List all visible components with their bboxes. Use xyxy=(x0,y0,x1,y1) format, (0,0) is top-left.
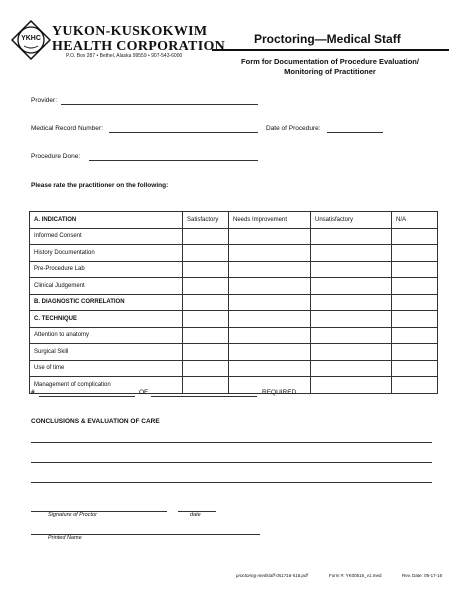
signature-date-label: date xyxy=(190,512,201,518)
satisfactory-cell[interactable] xyxy=(183,377,229,394)
header-unsatisfactory: Unsatisfactory xyxy=(311,212,392,229)
unsatisfactory-cell[interactable] xyxy=(311,377,392,394)
na-cell[interactable] xyxy=(392,261,438,278)
table-header-row xyxy=(30,212,438,229)
needs-improvement-cell[interactable] xyxy=(229,228,311,245)
procedure-done-field[interactable] xyxy=(89,160,258,161)
criterion-label: Management of complication xyxy=(30,377,183,394)
rate-prompt: Please rate the practitioner on the following: xyxy=(31,182,169,189)
na-cell[interactable] xyxy=(392,344,438,361)
needs-improvement-cell[interactable] xyxy=(229,360,311,377)
unsatisfactory-cell[interactable] xyxy=(311,344,392,361)
title-divider xyxy=(212,49,449,51)
na-cell[interactable] xyxy=(392,311,438,328)
satisfactory-cell[interactable] xyxy=(183,311,229,328)
printed-name-label: Printed Name xyxy=(48,535,82,541)
form-subtitle xyxy=(230,57,430,77)
count-hash: # xyxy=(31,389,35,396)
logo-text: YKHC xyxy=(21,35,41,42)
criterion-label: History Documentation xyxy=(30,245,183,262)
satisfactory-cell[interactable] xyxy=(183,294,229,311)
table-row xyxy=(30,294,438,311)
table-row xyxy=(30,360,438,377)
needs-improvement-cell[interactable] xyxy=(229,278,311,295)
satisfactory-cell[interactable] xyxy=(183,278,229,295)
subtitle-line1: Form for Documentation of Procedure Evaluation/ xyxy=(241,57,419,66)
form-title: Proctoring—Medical Staff xyxy=(254,32,401,46)
table-row xyxy=(30,311,438,328)
criterion-label: Surgical Skill xyxy=(30,344,183,361)
rating-table xyxy=(29,211,438,394)
table-row xyxy=(30,377,438,394)
ykhc-logo xyxy=(11,20,51,60)
header-satisfactory: Satisfactory xyxy=(183,212,229,229)
na-cell[interactable] xyxy=(392,228,438,245)
needs-improvement-cell[interactable] xyxy=(229,245,311,262)
table-row xyxy=(30,344,438,361)
section-heading: C. TECHNIQUE xyxy=(30,311,183,328)
conclusions-line-3[interactable] xyxy=(31,482,432,483)
mrn-label: Medical Record Number: xyxy=(31,125,103,132)
unsatisfactory-cell[interactable] xyxy=(311,278,392,295)
table-row xyxy=(30,228,438,245)
procedure-done-label: Procedure Done: xyxy=(31,153,81,160)
criterion-label: Pre-Procedure Lab xyxy=(30,261,183,278)
unsatisfactory-cell[interactable] xyxy=(311,261,392,278)
unsatisfactory-cell[interactable] xyxy=(311,327,392,344)
na-cell[interactable] xyxy=(392,245,438,262)
criterion-label: Informed Consent xyxy=(30,228,183,245)
satisfactory-cell[interactable] xyxy=(183,228,229,245)
na-cell[interactable] xyxy=(392,360,438,377)
needs-improvement-cell[interactable] xyxy=(229,311,311,328)
unsatisfactory-cell[interactable] xyxy=(311,294,392,311)
na-cell[interactable] xyxy=(392,377,438,394)
table-row xyxy=(30,261,438,278)
needs-improvement-cell[interactable] xyxy=(229,327,311,344)
mrn-field[interactable] xyxy=(109,132,258,133)
count-required: REQUIRED xyxy=(262,389,297,396)
header-needs-improvement: Needs Improvement xyxy=(229,212,311,229)
conclusions-line-2[interactable] xyxy=(31,462,432,463)
table-row xyxy=(30,327,438,344)
na-cell[interactable] xyxy=(392,278,438,295)
criterion-label: Use of time xyxy=(30,360,183,377)
needs-improvement-cell[interactable] xyxy=(229,344,311,361)
unsatisfactory-cell[interactable] xyxy=(311,311,392,328)
table-row xyxy=(30,245,438,262)
unsatisfactory-cell[interactable] xyxy=(311,228,392,245)
total-field[interactable] xyxy=(151,396,257,397)
needs-improvement-cell[interactable] xyxy=(229,261,311,278)
table-row xyxy=(30,278,438,295)
satisfactory-cell[interactable] xyxy=(183,344,229,361)
proctor-signature-label: Signature of Proctor xyxy=(48,512,97,518)
unsatisfactory-cell[interactable] xyxy=(311,360,392,377)
needs-improvement-cell[interactable] xyxy=(229,294,311,311)
unsatisfactory-cell[interactable] xyxy=(311,245,392,262)
criterion-label: Clinical Judgement xyxy=(30,278,183,295)
subtitle-line2: Monitoring of Practitioner xyxy=(284,67,376,76)
footer-filename: proctoring-medstaff-051716-516.pdf xyxy=(236,573,308,578)
criterion-label: Attention to anatomy xyxy=(30,327,183,344)
org-name-line1: YUKON-KUSKOKWIM xyxy=(52,24,208,39)
satisfactory-cell[interactable] xyxy=(183,261,229,278)
satisfactory-cell[interactable] xyxy=(183,245,229,262)
footer-rev-date: Rev. Date: 05-17-16 xyxy=(402,573,443,578)
count-of: OF xyxy=(139,389,149,396)
na-cell[interactable] xyxy=(392,327,438,344)
section-heading: B. DIAGNOSTIC CORRELATION xyxy=(30,294,183,311)
procedure-date-field[interactable] xyxy=(327,132,383,133)
na-cell[interactable] xyxy=(392,294,438,311)
satisfactory-cell[interactable] xyxy=(183,327,229,344)
org-address: P.O. Box 287 • Bethel, Alaska 99559 • 907-543-6000 xyxy=(66,53,183,59)
provider-label: Provider: xyxy=(31,97,58,104)
provider-field[interactable] xyxy=(61,104,258,105)
header-na: N/A xyxy=(392,212,438,229)
procedure-date-label: Date of Procedure: xyxy=(266,125,321,132)
conclusions-line-1[interactable] xyxy=(31,442,432,443)
count-field[interactable] xyxy=(39,396,135,397)
header-indication: A. INDICATION xyxy=(30,212,183,229)
satisfactory-cell[interactable] xyxy=(183,360,229,377)
org-name-line2: HEALTH CORPORATION xyxy=(52,39,226,54)
footer-form-number: Form #: YK00516_v1.med xyxy=(329,573,382,578)
conclusions-label: CONCLUSIONS & EVALUATION OF CARE xyxy=(31,418,160,425)
